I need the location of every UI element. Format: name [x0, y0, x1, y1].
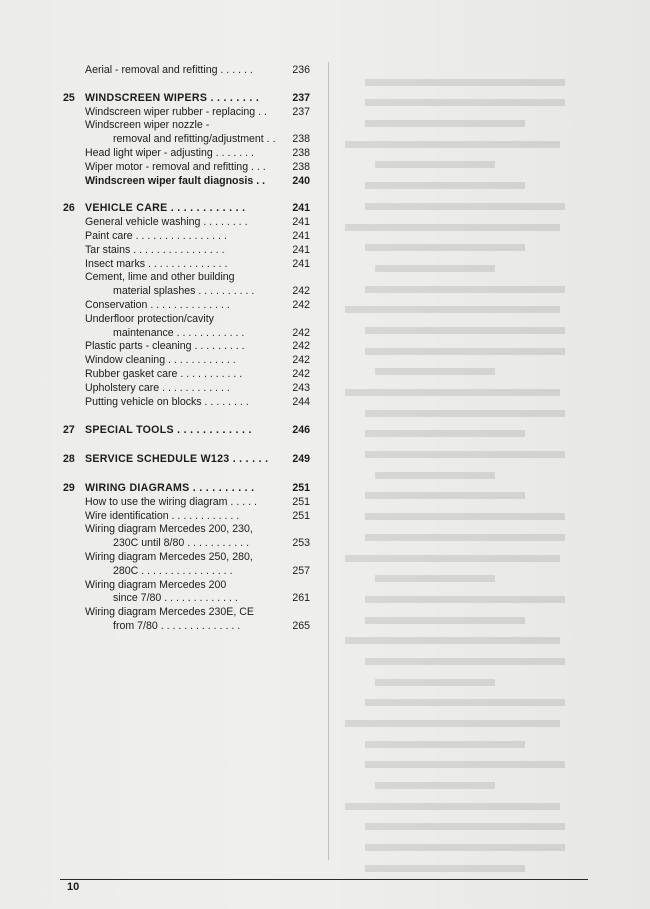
toc-entry-row: [60, 592, 310, 606]
toc-entry-title: 230C until 8/80 . . . . . . . . . . .: [113, 537, 250, 550]
toc-page-number: 242: [292, 298, 310, 311]
toc-spacer: [60, 78, 310, 92]
toc-entry-title: maintenance . . . . . . . . . . . .: [113, 326, 245, 339]
toc-page-number: 243: [292, 381, 310, 394]
toc-entry-title: VEHICLE CARE . . . . . . . . . . . .: [85, 202, 246, 215]
toc-spacer: [60, 409, 310, 424]
toc-entry-title: Rubber gasket care . . . . . . . . . . .: [85, 367, 243, 380]
toc-section-number: 28: [63, 453, 75, 466]
toc-entry-row: [60, 510, 310, 524]
toc-entry-row: [60, 147, 310, 161]
show-through-line: [365, 86, 565, 107]
show-through-line: [365, 65, 565, 86]
toc-entry-title: Windscreen wiper fault diagnosis . .: [85, 174, 266, 187]
toc-entry-title: Conservation . . . . . . . . . . . . . .: [85, 298, 230, 311]
show-through-line: [365, 603, 525, 624]
show-through-line: [345, 293, 560, 314]
toc-entry-title: Windscreen wiper rubber - replacing . .: [85, 105, 267, 118]
toc-entry-row: [60, 64, 310, 78]
toc-entry-title: Wiring diagram Mercedes 200: [85, 578, 227, 591]
toc-entry-row: [60, 285, 310, 299]
toc-spacer: [60, 467, 310, 482]
show-through-line: [365, 396, 565, 417]
table-of-contents: [60, 64, 310, 634]
toc-entry-title: Paint care . . . . . . . . . . . . . . . .: [85, 229, 227, 242]
toc-section-row: [60, 202, 310, 216]
page-number: 10: [67, 881, 80, 893]
toc-page-number: 261: [292, 592, 310, 605]
toc-entry-row: [60, 382, 310, 396]
show-through-line: [365, 644, 565, 665]
toc-page-number: 237: [292, 91, 310, 104]
toc-entry-title: material splashes . . . . . . . . . .: [113, 285, 255, 298]
column-divider: [328, 62, 329, 860]
toc-entry-row: [60, 313, 310, 327]
footer-rule: [60, 879, 588, 880]
show-through-line: [375, 148, 495, 169]
toc-entry-title: since 7/80 . . . . . . . . . . . . .: [113, 592, 238, 605]
show-through-line: [375, 458, 495, 479]
show-through-line: [375, 251, 495, 272]
show-through-line: [365, 810, 565, 831]
show-through-line: [365, 106, 525, 127]
toc-entry-title: Wiring diagram Mercedes 200, 230,: [85, 523, 253, 536]
toc-entry-title: Upholstery care . . . . . . . . . . . .: [85, 381, 230, 394]
toc-entry-title: Window cleaning . . . . . . . . . . . .: [85, 354, 236, 367]
show-through-line: [365, 272, 565, 293]
toc-entry-row: [60, 230, 310, 244]
toc-entry-row: [60, 368, 310, 382]
show-through-line: [365, 479, 525, 500]
show-through-line: [365, 499, 565, 520]
show-through-line: [365, 417, 525, 438]
toc-entry-title: Putting vehicle on blocks . . . . . . . .: [85, 395, 249, 408]
toc-entry-row: [60, 340, 310, 354]
toc-entry-row: [60, 258, 310, 272]
toc-entry-title: Wiper motor - removal and refitting . . .: [85, 160, 266, 173]
toc-page-number: 251: [292, 481, 310, 494]
toc-entry-row: [60, 579, 310, 593]
show-through-line: [375, 562, 495, 583]
show-through-line: [365, 168, 525, 189]
toc-entry-row: [60, 620, 310, 634]
show-through-line: [365, 727, 525, 748]
show-through-line: [365, 748, 565, 769]
toc-page-number: 238: [292, 160, 310, 173]
toc-entry-title: removal and refitting/adjustment . .: [113, 133, 276, 146]
show-through-line: [365, 830, 565, 851]
toc-page-number: 240: [292, 174, 310, 187]
toc-page-number: 238: [292, 133, 310, 146]
show-through-line: [345, 375, 560, 396]
show-through-line: [345, 789, 560, 810]
show-through-line: [375, 355, 495, 376]
toc-entry-title: Wiring diagram Mercedes 230E, CE: [85, 606, 254, 619]
show-through-line: [365, 231, 525, 252]
toc-entry-row: [60, 565, 310, 579]
toc-entry-title: SERVICE SCHEDULE W123 . . . . . .: [85, 453, 269, 466]
toc-entry-row: [60, 606, 310, 620]
toc-entry-row: [60, 299, 310, 313]
toc-entry-row: [60, 496, 310, 510]
toc-entry-title: from 7/80 . . . . . . . . . . . . . .: [113, 619, 241, 632]
toc-entry-row: [60, 354, 310, 368]
toc-section-row: [60, 424, 310, 438]
show-through-line: [345, 706, 560, 727]
toc-entry-title: Head light wiper - adjusting . . . . . . .: [85, 146, 254, 159]
toc-entry-row: [60, 327, 310, 341]
toc-page-number: 242: [292, 326, 310, 339]
show-through-line: [345, 127, 560, 148]
toc-entry-row: [60, 523, 310, 537]
toc-section-row: [60, 482, 310, 496]
toc-page-number: 257: [292, 564, 310, 577]
toc-entry-row: [60, 271, 310, 285]
toc-entry-title: Tar stains . . . . . . . . . . . . . . . .: [85, 243, 225, 256]
toc-page-number: 246: [292, 424, 310, 437]
toc-section-number: 27: [63, 424, 75, 437]
toc-entry-title: Windscreen wiper nozzle -: [85, 119, 210, 132]
toc-entry-title: Underfloor protection/cavity: [85, 312, 214, 325]
show-through-line: [365, 334, 565, 355]
toc-page-number: 237: [292, 105, 310, 118]
toc-entry-row: [60, 244, 310, 258]
toc-page-number: 265: [292, 619, 310, 632]
show-through-line: [345, 210, 560, 231]
toc-page-number: 242: [292, 340, 310, 353]
toc-page-number: 242: [292, 367, 310, 380]
toc-page-number: 251: [292, 495, 310, 508]
toc-page-number: 241: [292, 216, 310, 229]
show-through-line: [365, 851, 525, 872]
show-through-line: [375, 872, 495, 882]
toc-entry-row: [60, 396, 310, 410]
toc-entry-row: [60, 161, 310, 175]
toc-page-number: 241: [292, 202, 310, 215]
toc-section-row: [60, 92, 310, 106]
toc-section-row: [60, 453, 310, 467]
toc-page-number: 242: [292, 354, 310, 367]
toc-entry-title: How to use the wiring diagram . . . . .: [85, 495, 257, 508]
show-through-line: [365, 686, 565, 707]
toc-page-number: 238: [292, 146, 310, 159]
show-through-line: [365, 582, 565, 603]
toc-entry-row: [60, 119, 310, 133]
toc-page-number: 241: [292, 243, 310, 256]
show-through-line: [365, 520, 565, 541]
toc-page-number: 241: [292, 229, 310, 242]
toc-entry-row: [60, 216, 310, 230]
show-through-line: [365, 313, 565, 334]
toc-page-number: 251: [292, 509, 310, 522]
show-through-line: [365, 437, 565, 458]
toc-entry-title: Cement, lime and other building: [85, 271, 235, 284]
toc-entry-title: General vehicle washing . . . . . . . .: [85, 216, 248, 229]
show-through-text: [345, 62, 595, 882]
toc-entry-title: SPECIAL TOOLS . . . . . . . . . . . .: [85, 424, 252, 437]
show-through-line: [375, 665, 495, 686]
toc-entry-row: [60, 106, 310, 120]
show-through-line: [345, 541, 560, 562]
toc-page-number: 244: [292, 395, 310, 408]
toc-page-number: 249: [292, 453, 310, 466]
toc-section-number: 26: [63, 202, 75, 215]
toc-entry-title: Wire identification . . . . . . . . . . . .: [85, 509, 240, 522]
toc-page-number: 242: [292, 285, 310, 298]
toc-entry-title: Plastic parts - cleaning . . . . . . . . .: [85, 340, 245, 353]
toc-section-number: 25: [63, 91, 75, 104]
toc-entry-title: WIRING DIAGRAMS . . . . . . . . . .: [85, 481, 255, 494]
toc-entry-title: Wiring diagram Mercedes 250, 280,: [85, 550, 253, 563]
toc-entry-row: [60, 133, 310, 147]
toc-page-number: 253: [292, 537, 310, 550]
toc-entry-row: [60, 175, 310, 189]
toc-spacer: [60, 188, 310, 202]
toc-page-number: 241: [292, 257, 310, 270]
toc-entry-title: WINDSCREEN WIPERS . . . . . . . .: [85, 91, 260, 104]
show-through-line: [365, 189, 565, 210]
toc-entry-title: Insect marks . . . . . . . . . . . . . .: [85, 257, 228, 270]
toc-entry-row: [60, 551, 310, 565]
toc-spacer: [60, 438, 310, 453]
toc-entry-title: 280C . . . . . . . . . . . . . . . .: [113, 564, 233, 577]
show-through-line: [375, 768, 495, 789]
toc-page-number: 236: [292, 64, 310, 76]
toc-entry-row: [60, 537, 310, 551]
toc-entry-title: Aerial - removal and refitting . . . . . .: [85, 64, 253, 76]
show-through-line: [345, 624, 560, 645]
toc-section-number: 29: [63, 481, 75, 494]
